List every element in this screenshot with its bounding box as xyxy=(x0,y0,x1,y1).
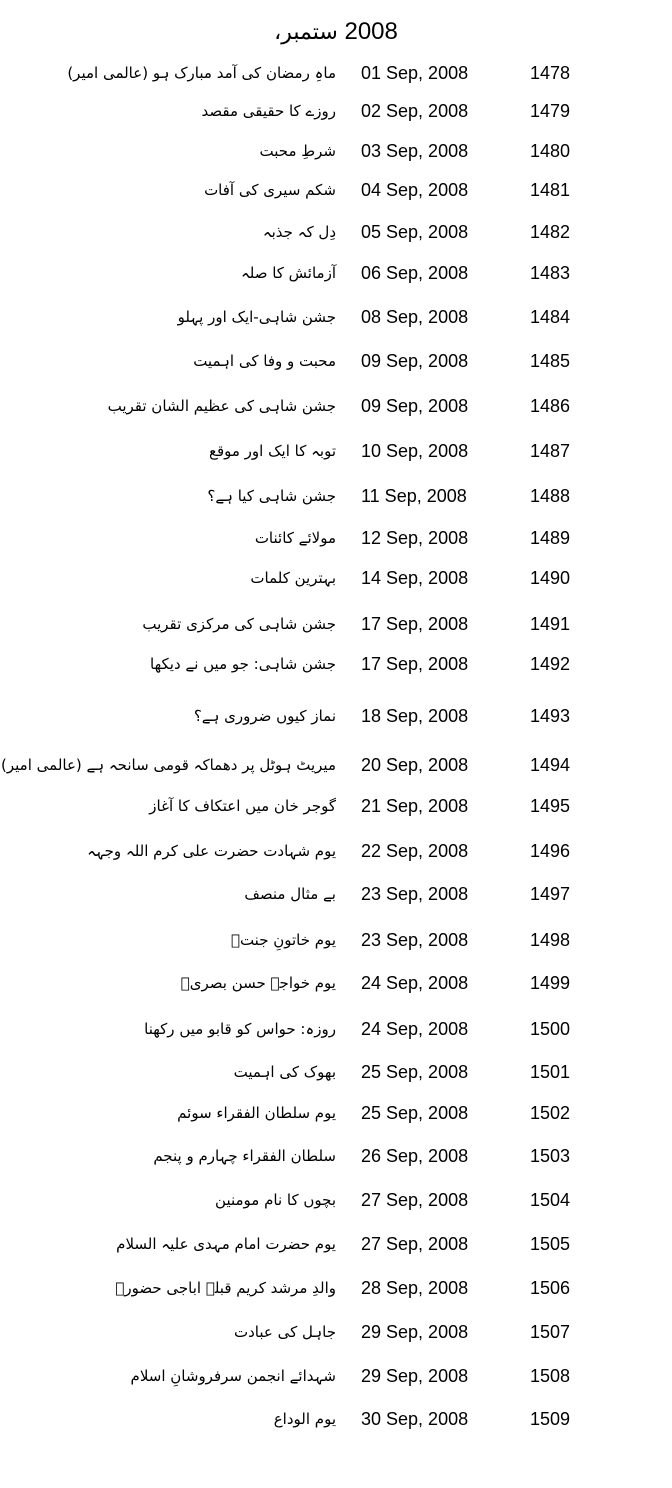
list-item[interactable] xyxy=(0,876,672,912)
article-number: 1489 xyxy=(530,528,571,548)
article-number: 1494 xyxy=(530,755,571,775)
article-date: 30 Sep, 2008 xyxy=(361,1409,469,1429)
list-item[interactable] xyxy=(0,1226,672,1262)
article-date: 18 Sep, 2008 xyxy=(361,706,469,726)
article-number: 1486 xyxy=(530,396,571,416)
list-item[interactable] xyxy=(0,1314,672,1350)
article-date: 21 Sep, 2008 xyxy=(361,796,469,816)
article-title-link[interactable]: یوم شہادت حضرت علی کرم اللہ وجہہ xyxy=(87,842,336,860)
list-item[interactable] xyxy=(0,747,672,783)
article-date: 27 Sep, 2008 xyxy=(361,1190,469,1210)
list-item[interactable] xyxy=(0,93,672,129)
article-number: 1504 xyxy=(530,1190,571,1210)
article-number: 1499 xyxy=(530,973,571,993)
article-date: 10 Sep, 2008 xyxy=(361,441,469,461)
list-item[interactable] xyxy=(0,1270,672,1306)
list-item[interactable] xyxy=(0,698,672,734)
article-number: 1484 xyxy=(530,307,571,327)
article-title-link[interactable]: بے مثال منصف xyxy=(244,885,336,903)
article-number: 1485 xyxy=(530,351,571,371)
article-title-link[interactable]: جشن شاہی: جو میں نے دیکھا xyxy=(150,655,336,673)
article-title-link[interactable]: میریٹ ہوٹل پر دھماکہ قومی سانحہ ہے (عالمی امیر) xyxy=(1,756,336,774)
list-item[interactable] xyxy=(0,1358,672,1394)
article-date: 24 Sep, 2008 xyxy=(361,1019,469,1039)
article-number: 1481 xyxy=(530,180,571,200)
article-number: 1490 xyxy=(530,568,571,588)
list-item[interactable] xyxy=(0,833,672,869)
article-number: 1498 xyxy=(530,930,571,950)
article-date: 28 Sep, 2008 xyxy=(361,1278,469,1298)
article-number: 1505 xyxy=(530,1234,571,1254)
article-date: 23 Sep, 2008 xyxy=(361,930,469,950)
list-item[interactable] xyxy=(0,965,672,1001)
list-item[interactable] xyxy=(0,1401,672,1437)
article-date: 25 Sep, 2008 xyxy=(361,1103,469,1123)
article-date: 17 Sep, 2008 xyxy=(361,614,469,634)
article-number: 1501 xyxy=(530,1062,571,1082)
article-title-link[interactable]: روزے کا حقیقی مقصد xyxy=(201,102,336,120)
article-title-link[interactable]: ماہِ رمضان کی آمد مبارک ہو (عالمی امیر) xyxy=(67,64,336,82)
article-date: 22 Sep, 2008 xyxy=(361,841,469,861)
article-title-link[interactable]: بہترین کلمات xyxy=(250,569,336,587)
article-number: 1488 xyxy=(530,486,571,506)
list-item[interactable] xyxy=(0,606,672,642)
article-title-link[interactable]: مولائے کائنات xyxy=(254,529,336,547)
article-date: 29 Sep, 2008 xyxy=(361,1366,469,1386)
article-number: 1492 xyxy=(530,654,571,674)
article-title-link[interactable]: یوم خواجہ حسن بصریؒ xyxy=(180,974,336,992)
article-title-link[interactable]: شکم سیری کی آفات xyxy=(204,181,336,199)
article-title-link[interactable]: شرطِ محبت xyxy=(259,142,336,160)
article-number: 1495 xyxy=(530,796,571,816)
article-title-link[interactable]: جشن شاہی کی مرکزی تقریب xyxy=(142,615,336,633)
article-title-link[interactable]: توبہ کا ایک اور موقع xyxy=(208,442,336,460)
list-item[interactable] xyxy=(0,478,672,514)
list-item[interactable] xyxy=(0,133,672,169)
list-item[interactable] xyxy=(0,433,672,469)
article-title-link[interactable]: جشن شاہی کیا ہے؟ xyxy=(207,487,336,505)
article-date: 02 Sep, 2008 xyxy=(361,101,469,121)
article-number: 1507 xyxy=(530,1322,571,1342)
article-title-link[interactable]: یوم سلطان الفقراء سوئم xyxy=(177,1104,336,1122)
list-item[interactable] xyxy=(0,214,672,250)
article-date: 25 Sep, 2008 xyxy=(361,1062,469,1082)
article-date: 03 Sep, 2008 xyxy=(361,141,469,161)
article-title-link[interactable]: والدِ مرشد کریم قبلہ اباجی حضورؒ xyxy=(115,1279,336,1297)
list-item[interactable] xyxy=(0,299,672,335)
page-title xyxy=(0,14,672,51)
article-number: 1480 xyxy=(530,141,571,161)
list-item[interactable] xyxy=(0,922,672,958)
article-number: 1506 xyxy=(530,1278,571,1298)
article-date: 08 Sep, 2008 xyxy=(361,307,469,327)
page-title-year: 2008 xyxy=(344,18,398,45)
article-number: 1483 xyxy=(530,263,571,283)
list-item[interactable] xyxy=(0,646,672,682)
article-number: 1496 xyxy=(530,841,571,861)
list-item[interactable] xyxy=(0,520,672,556)
article-date: 23 Sep, 2008 xyxy=(361,884,469,904)
article-title-link[interactable]: جشن شاہی کی عظیم الشان تقریب xyxy=(107,397,336,415)
list-item[interactable] xyxy=(0,1138,672,1174)
article-title-link[interactable]: نماز کیوں ضروری ہے؟ xyxy=(193,707,336,725)
article-date: 29 Sep, 2008 xyxy=(361,1322,469,1342)
article-date: 17 Sep, 2008 xyxy=(361,654,469,674)
article-number: 1509 xyxy=(530,1409,571,1429)
article-date: 27 Sep, 2008 xyxy=(361,1234,469,1254)
list-item[interactable] xyxy=(0,55,672,91)
article-date: 09 Sep, 2008 xyxy=(361,351,469,371)
article-number: 1497 xyxy=(530,884,571,904)
article-date: 12 Sep, 2008 xyxy=(361,528,469,548)
article-date: 01 Sep, 2008 xyxy=(361,63,469,83)
article-date: 06 Sep, 2008 xyxy=(361,263,469,283)
article-title-link[interactable]: دِل کہ جذبہ xyxy=(262,223,336,241)
article-title-link[interactable]: یوم الوداع xyxy=(273,1410,336,1428)
list-item[interactable] xyxy=(0,1054,672,1090)
article-number: 1482 xyxy=(530,222,571,242)
article-number: 1491 xyxy=(530,614,571,634)
article-title-link[interactable]: روزہ: حواس کو قابو میں رکھنا xyxy=(144,1020,336,1038)
article-title-link[interactable]: محبت و وفا کی اہمیت xyxy=(193,352,336,370)
article-number: 1508 xyxy=(530,1366,571,1386)
list-item[interactable] xyxy=(0,1182,672,1218)
article-date: 26 Sep, 2008 xyxy=(361,1146,469,1166)
article-title-link[interactable]: بھوک کی اہمیت xyxy=(233,1063,336,1081)
list-item[interactable] xyxy=(0,255,672,291)
article-number: 1479 xyxy=(530,101,571,121)
list-item[interactable] xyxy=(0,172,672,208)
article-title-link[interactable]: یوم حضرت امام مہدی علیہ السلام xyxy=(116,1235,336,1253)
list-item[interactable] xyxy=(0,1011,672,1047)
article-number: 1478 xyxy=(530,63,571,83)
article-title-link[interactable]: سلطان الفقراء چہارم و پنجم xyxy=(153,1147,336,1165)
article-number: 1503 xyxy=(530,1146,571,1166)
article-date: 04 Sep, 2008 xyxy=(361,180,469,200)
article-date: 20 Sep, 2008 xyxy=(361,755,469,775)
list-item[interactable] xyxy=(0,343,672,379)
article-title-link[interactable]: گوجر خان میں اعتکاف کا آغاز xyxy=(149,797,336,815)
article-date: 09 Sep, 2008 xyxy=(361,396,469,416)
article-title-link[interactable]: جاہل کی عبادت xyxy=(233,1323,336,1341)
article-number: 1487 xyxy=(530,441,571,461)
article-title-link[interactable]: جشن شاہی-ایک اور پہلو xyxy=(177,308,336,326)
article-date: 14 Sep, 2008 xyxy=(361,568,469,588)
article-title-link[interactable]: یوم خاتونِ جنتؓ xyxy=(230,931,336,949)
article-title-link[interactable]: شہدائے انجمن سرفروشانِ اسلام xyxy=(130,1367,336,1385)
list-item[interactable] xyxy=(0,560,672,596)
article-title-link[interactable]: بچوں کا نام مومنین xyxy=(215,1191,336,1209)
article-date: 24 Sep, 2008 xyxy=(361,973,469,993)
article-title-link[interactable]: آزمائش کا صلہ xyxy=(240,264,336,282)
article-number: 1500 xyxy=(530,1019,571,1039)
list-item[interactable] xyxy=(0,788,672,824)
article-date: 05 Sep, 2008 xyxy=(361,222,469,242)
page-title-month: ستمبر، xyxy=(274,20,338,45)
list-item[interactable] xyxy=(0,1095,672,1131)
list-item[interactable] xyxy=(0,388,672,424)
article-number: 1502 xyxy=(530,1103,571,1123)
article-number: 1493 xyxy=(530,706,571,726)
article-date: 11 Sep, 2008 xyxy=(361,486,467,506)
